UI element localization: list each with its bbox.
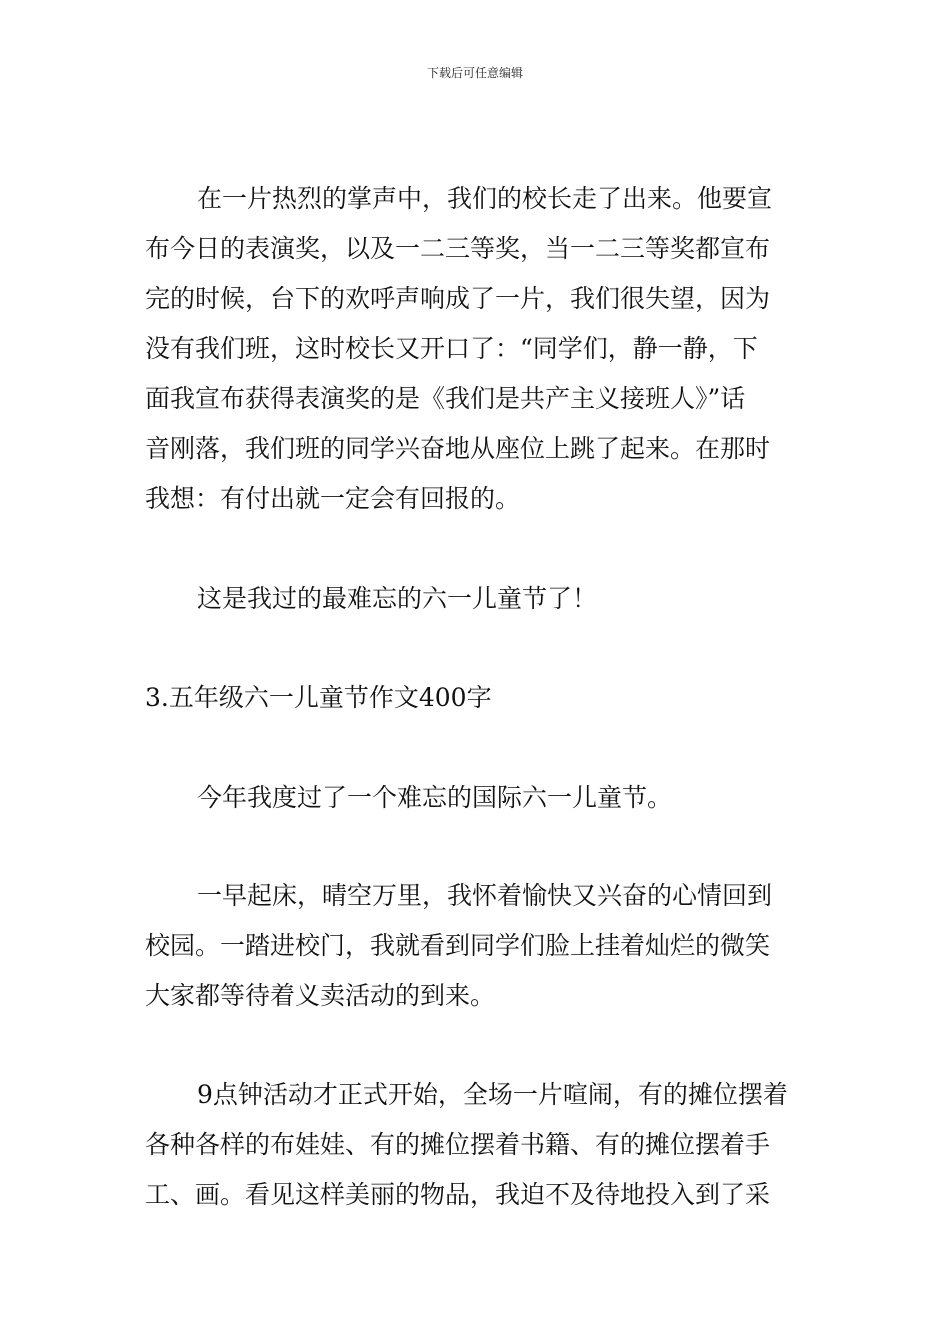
paragraph-4: [145, 871, 807, 1021]
paragraph-2: [145, 574, 807, 624]
section-heading: [145, 673, 807, 723]
paragraph-3-line-1: 今年我度过了一个难忘的国际六一儿童节。: [197, 783, 673, 812]
page-header: 下载后可任意编辑: [426, 66, 523, 80]
paragraph-3: [145, 773, 807, 823]
paragraph-4-line-1: 一早起床，晴空万里，我怀着愉快又兴奋的心情回到: [197, 881, 773, 910]
paragraph-1-line-5: 面我宣布获得表演奖的是《我们是共产主义接班人》”话: [145, 384, 746, 413]
paragraph-4-line-3: 大家都等待着义卖活动的到来。: [145, 981, 496, 1010]
paragraph-5-line-2: 各种各样的布娃娃、有的摊位摆着书籍、有的摊位摆着手: [145, 1130, 771, 1159]
paragraph-1-line-7: 我想：有付出就一定会有回报的。: [145, 484, 521, 513]
paragraph-2-line-1: 这是我过的最难忘的六一儿童节了！: [197, 584, 598, 613]
paragraph-1-line-1: 在一片热烈的掌声中，我们的校长走了出来。他要宣: [197, 184, 773, 213]
paragraph-1-line-4: 没有我们班，这时校长又开口了：“同学们，静一静，下: [145, 334, 758, 363]
paragraph-5-line-3: 工、画。看见这样美丽的物品，我迫不及待地投入到了采: [145, 1180, 771, 1209]
paragraph-1: [145, 174, 807, 524]
paragraph-4-line-2: 校园。一踏进校门，我就看到同学们脸上挂着灿烂的微笑: [145, 931, 771, 960]
section-heading-text: 3.五年级六一儿童节作文400字: [145, 683, 492, 712]
paragraph-1-line-2: 布今日的表演奖，以及一二三等奖，当一二三等奖都宣布: [145, 234, 771, 263]
paragraph-1-line-3: 完的时候，台下的欢呼声响成了一片，我们很失望，因为: [145, 284, 771, 313]
paragraph-5-line-1: 9点钟活动才正式开始，全场一片喧闹，有的摊位摆着: [197, 1080, 788, 1109]
paragraph-5: [145, 1070, 807, 1220]
paragraph-1-line-6: 音刚落，我们班的同学兴奋地从座位上跳了起来。在那时: [145, 434, 771, 463]
